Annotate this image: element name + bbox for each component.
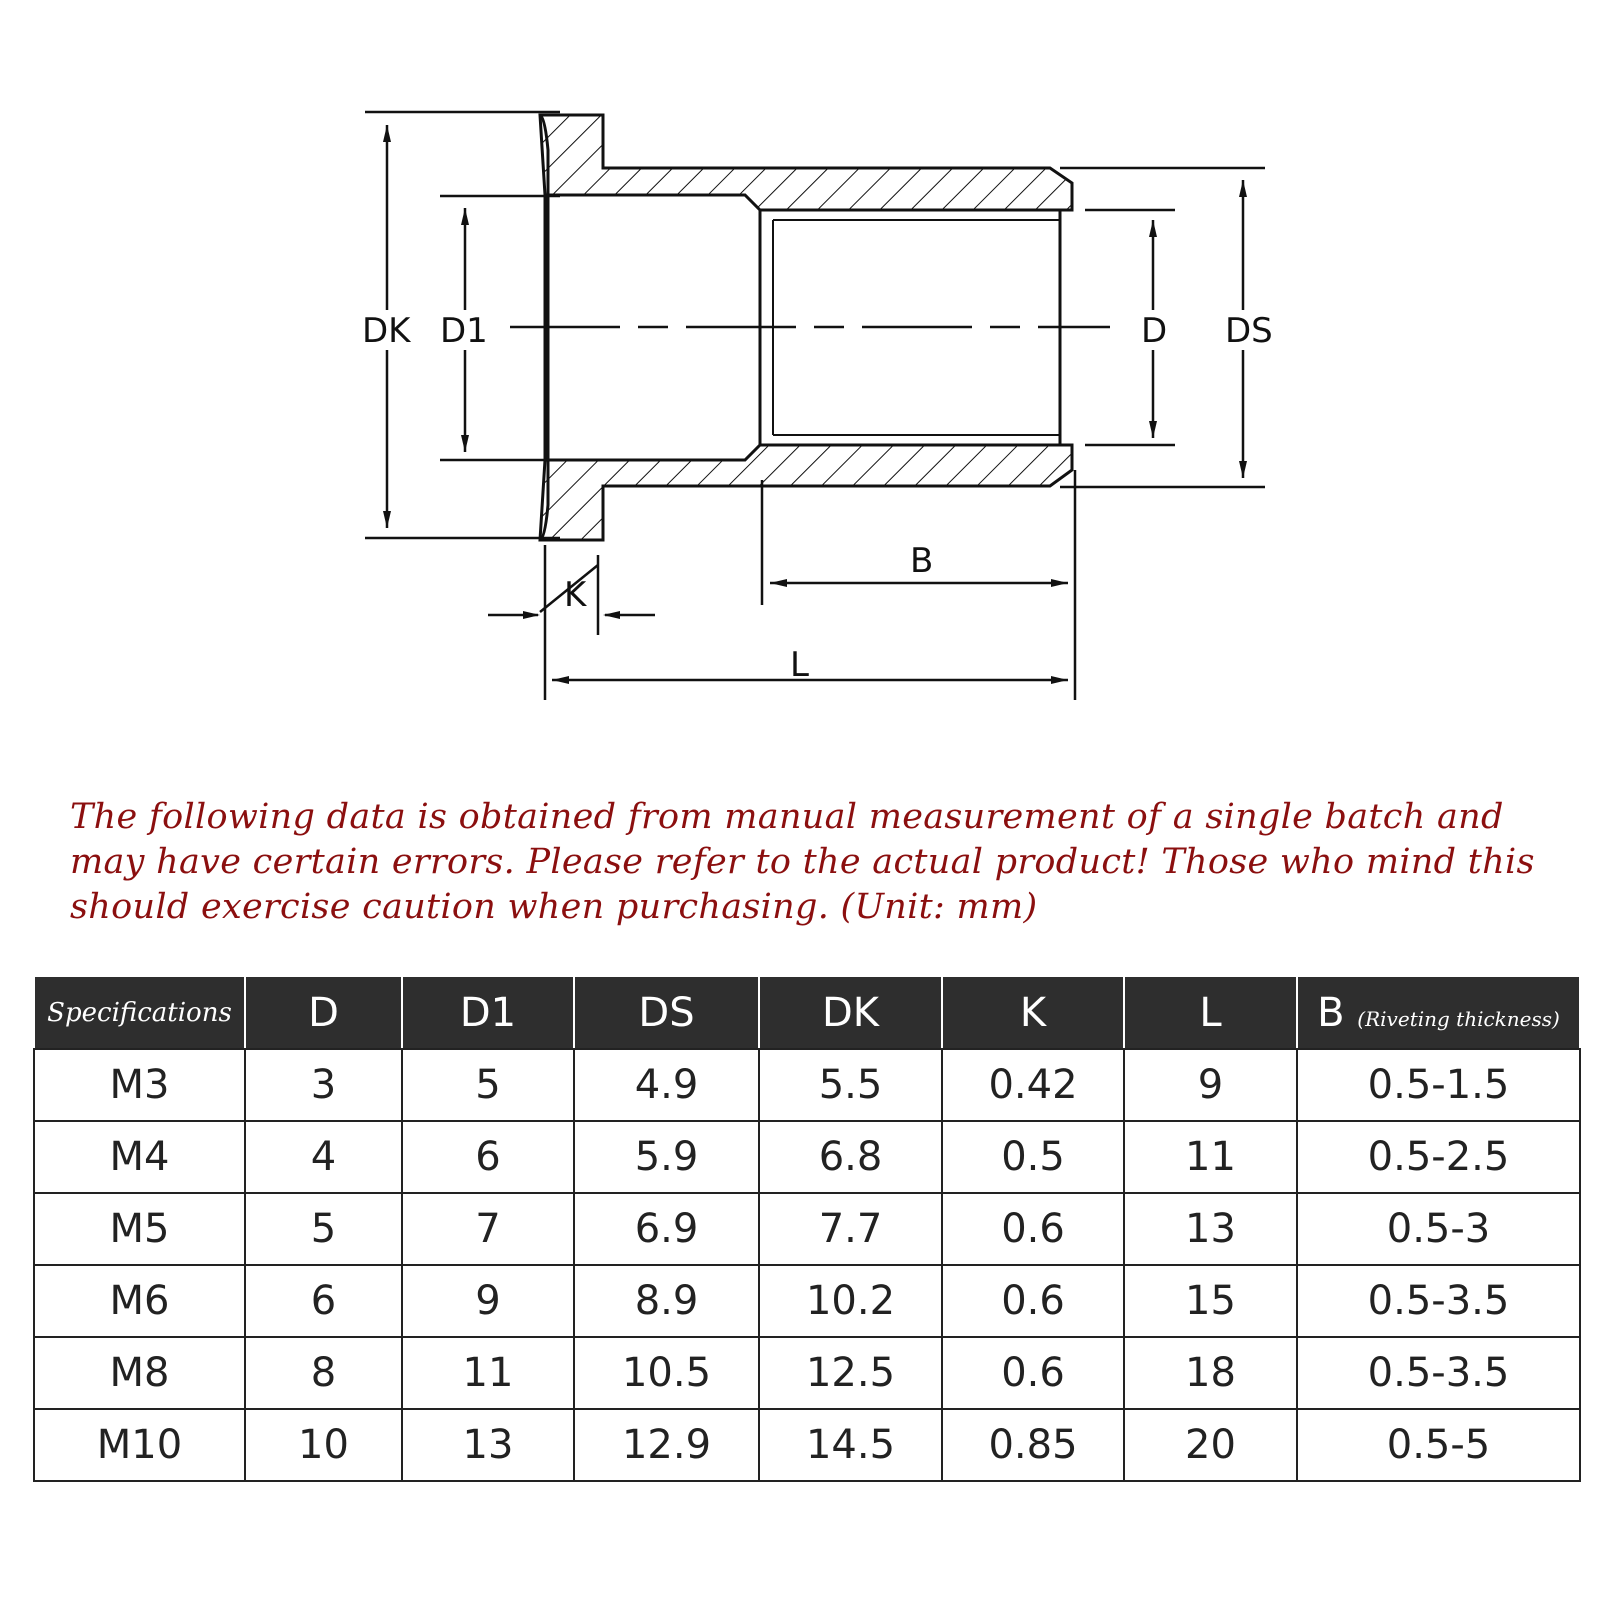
table-row bbox=[34, 1337, 1580, 1409]
measurement-notice: The following data is obtained from manual measurement of a single batch and may have certain errors. Please refer to the actual product! Those who mind this should exercise caution when purchasing. (Unit: mm) bbox=[70, 797, 1535, 927]
cell-d: 5 bbox=[245, 1193, 402, 1265]
cell-dk: 14.5 bbox=[759, 1409, 942, 1481]
cell-k: 0.6 bbox=[942, 1265, 1124, 1337]
cell-ds: 12.9 bbox=[574, 1409, 759, 1481]
cell-b: 0.5-3.5 bbox=[1297, 1337, 1580, 1409]
table-row bbox=[34, 1409, 1580, 1481]
cell-b: 0.5-2.5 bbox=[1297, 1121, 1580, 1193]
header-k: K bbox=[942, 977, 1124, 1049]
cell-ds: 6.9 bbox=[574, 1193, 759, 1265]
cell-b: 0.5-5 bbox=[1297, 1409, 1580, 1481]
cell-b: 0.5-3 bbox=[1297, 1193, 1580, 1265]
top-wall-section bbox=[540, 115, 1072, 210]
cell-ds: 10.5 bbox=[574, 1337, 759, 1409]
section-view bbox=[510, 115, 1110, 540]
cell-l: 13 bbox=[1124, 1193, 1297, 1265]
cell-specification: M8 bbox=[34, 1337, 245, 1409]
cell-k: 0.6 bbox=[942, 1337, 1124, 1409]
header-ds: DS bbox=[574, 977, 759, 1049]
label-dk: DK bbox=[362, 311, 411, 351]
cell-l: 11 bbox=[1124, 1121, 1297, 1193]
spec-table bbox=[33, 977, 1581, 1482]
cell-d1: 11 bbox=[402, 1337, 574, 1409]
cell-specification: M3 bbox=[34, 1049, 245, 1121]
cell-dk: 5.5 bbox=[759, 1049, 942, 1121]
label-d1: D1 bbox=[440, 311, 488, 351]
table-row bbox=[34, 1265, 1580, 1337]
cell-d: 3 bbox=[245, 1049, 402, 1121]
label-k: K bbox=[564, 575, 587, 615]
cell-k: 0.42 bbox=[942, 1049, 1124, 1121]
dimension-labels bbox=[362, 311, 1273, 685]
header-l: L bbox=[1124, 977, 1297, 1049]
cell-specification: M4 bbox=[34, 1121, 245, 1193]
cell-d: 6 bbox=[245, 1265, 402, 1337]
cell-ds: 5.9 bbox=[574, 1121, 759, 1193]
cell-d: 8 bbox=[245, 1337, 402, 1409]
cell-l: 15 bbox=[1124, 1265, 1297, 1337]
cell-dk: 12.5 bbox=[759, 1337, 942, 1409]
cell-d1: 13 bbox=[402, 1409, 574, 1481]
cell-k: 0.85 bbox=[942, 1409, 1124, 1481]
header-specifications: Specifications bbox=[34, 977, 245, 1049]
table-header-row bbox=[34, 977, 1580, 1049]
cell-d1: 9 bbox=[402, 1265, 574, 1337]
cell-ds: 8.9 bbox=[574, 1265, 759, 1337]
bottom-wall-section bbox=[540, 445, 1072, 540]
cell-specification: M5 bbox=[34, 1193, 245, 1265]
label-ds: DS bbox=[1225, 311, 1273, 351]
cell-l: 9 bbox=[1124, 1049, 1297, 1121]
cell-k: 0.5 bbox=[942, 1121, 1124, 1193]
cell-dk: 6.8 bbox=[759, 1121, 942, 1193]
cell-d1: 6 bbox=[402, 1121, 574, 1193]
table-row bbox=[34, 1121, 1580, 1193]
table-row bbox=[34, 1193, 1580, 1265]
cell-d: 4 bbox=[245, 1121, 402, 1193]
cell-dk: 7.7 bbox=[759, 1193, 942, 1265]
cell-d1: 5 bbox=[402, 1049, 574, 1121]
header-b-label: B bbox=[1317, 989, 1345, 1036]
cell-specification: M6 bbox=[34, 1265, 245, 1337]
cell-k: 0.6 bbox=[942, 1193, 1124, 1265]
cell-d1: 7 bbox=[402, 1193, 574, 1265]
rivet-nut-drawing bbox=[0, 0, 1600, 740]
header-b bbox=[1297, 977, 1580, 1049]
cell-d: 10 bbox=[245, 1409, 402, 1481]
cell-dk: 10.2 bbox=[759, 1265, 942, 1337]
header-dk: DK bbox=[759, 977, 942, 1049]
header-d: D bbox=[245, 977, 402, 1049]
header-d1: D1 bbox=[402, 977, 574, 1049]
cell-ds: 4.9 bbox=[574, 1049, 759, 1121]
label-b: B bbox=[910, 541, 934, 581]
header-b-subtitle: (Riveting thickness) bbox=[1357, 1006, 1560, 1031]
cell-l: 18 bbox=[1124, 1337, 1297, 1409]
cell-l: 20 bbox=[1124, 1409, 1297, 1481]
table-body bbox=[34, 1049, 1580, 1481]
cell-b: 0.5-3.5 bbox=[1297, 1265, 1580, 1337]
label-d: D bbox=[1141, 311, 1168, 351]
cell-b: 0.5-1.5 bbox=[1297, 1049, 1580, 1121]
cell-specification: M10 bbox=[34, 1409, 245, 1481]
label-l: L bbox=[790, 645, 809, 685]
table-row bbox=[34, 1049, 1580, 1121]
